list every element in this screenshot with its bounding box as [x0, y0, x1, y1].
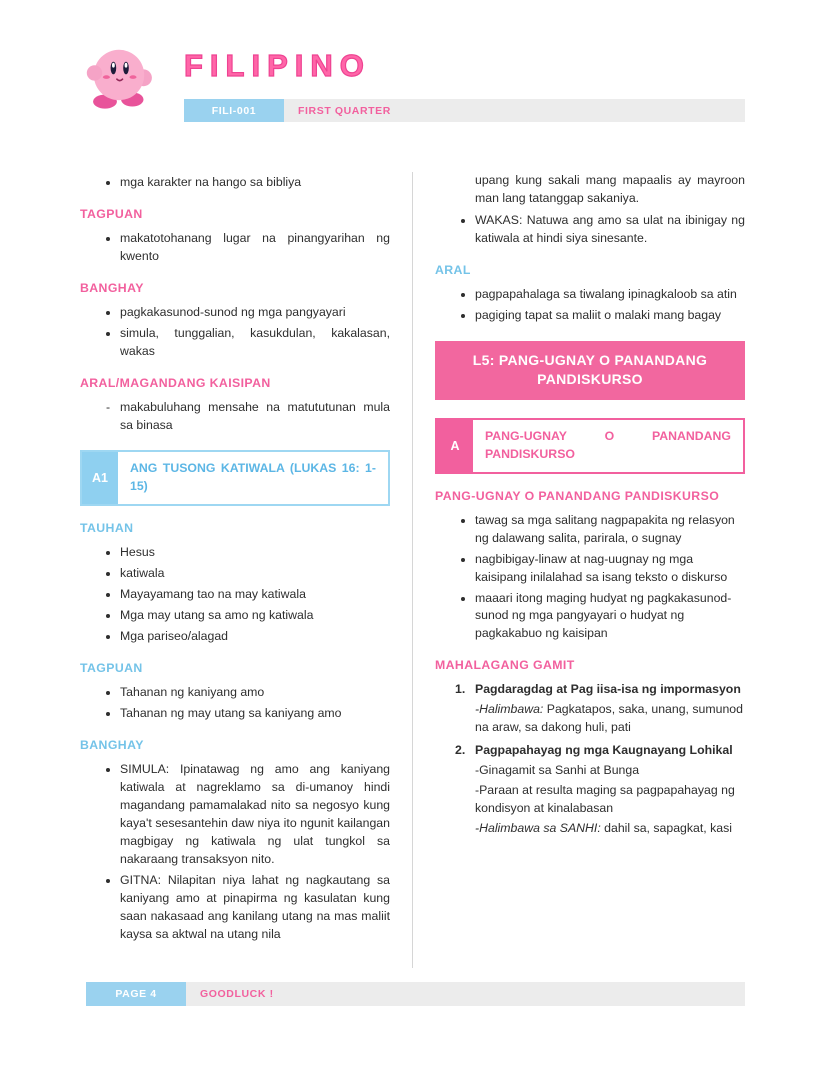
list-item: • WAKAS: Natuwa ang amo sa ulat na ibinigay ng katiwala at hindi siya sinesante. — [475, 212, 745, 248]
list-item: • maaari itong maging hudyat ng pagkakasunod-sunod ng mga pangyayari o hudyat ng pagkakabuo ng kaisipan — [475, 590, 745, 644]
column-divider — [412, 172, 413, 968]
topic-box-label: A1 — [82, 452, 118, 504]
list-item: • pagiging tapat sa maliit o malaki mang bagay — [475, 307, 745, 325]
aral-list — [435, 286, 745, 325]
line-text: -Paraan at resulta maging sa pagpapahayag ng kondisyon at kinalabasan — [475, 783, 735, 816]
footer-bar — [86, 982, 745, 1006]
item-number: 2. — [455, 743, 466, 758]
header-bar — [184, 99, 745, 122]
uses-numbered-list — [435, 681, 745, 840]
section-heading-mahalagang-gamit: MAHALAGANG GAMIT — [435, 658, 575, 673]
section-heading-banghay: BANGHAY — [80, 280, 144, 295]
continuation-paragraph: upang kung sakali mang mapaalis ay mayroon man lang tatanggap sakaniya. — [475, 173, 745, 205]
list-item: • Tahanan ng kaniyang amo — [120, 684, 390, 702]
item-body — [475, 681, 745, 739]
list-item: • Mayayamang tao na may katiwala — [120, 586, 390, 604]
left-column — [80, 172, 390, 968]
list-item: • mga karakter na hango sa bibliya — [120, 174, 390, 192]
banghay2-list — [80, 761, 390, 944]
list-item: • GITNA: Nilapitan niya lahat ng nagkautang sa kaniyang amo at pinapirma ng kasulatan kung saan nakasaad ang kanilang utang na mas maliit kaysa sa aktwal na utang nila — [120, 872, 390, 944]
item-title: Pagpapahayag ng mga Kaugnayang Lohikal — [475, 743, 733, 758]
halimbawa-text: Pagkatapos, saka, unang, sumunod na araw, sa dakong huli, pati — [475, 702, 743, 735]
kirby-icon — [84, 40, 154, 110]
list-item: • makatotohanang lugar na pinangyarihan ng kwento — [120, 230, 390, 266]
item-title: Pagdaragdag at Pag iisa-isa ng impormasyon — [475, 682, 741, 697]
list-item: • Mga may utang sa amo ng katiwala — [120, 607, 390, 625]
list-item: • katiwala — [120, 565, 390, 583]
tagpuan2-list — [80, 684, 390, 723]
lesson-banner: L5: PANG-UGNAY O PANANDANG PANDISKURSO — [435, 341, 745, 400]
quarter-label: FIRST QUARTER — [284, 99, 745, 122]
numbered-item — [455, 681, 745, 739]
topic-box-title: PANG-UGNAY O PANANDANG PANDISKURSO — [485, 428, 731, 461]
page-title: FILIPINO — [184, 48, 371, 83]
topic-box-a1 — [80, 450, 390, 506]
section-heading-tagpuan: TAGPUAN — [80, 206, 143, 221]
numbered-item — [455, 742, 745, 840]
tagpuan-list — [80, 230, 390, 266]
right-column — [435, 172, 745, 968]
section-heading-tagpuan-2: TAGPUAN — [80, 661, 143, 676]
list-item: • Tahanan ng may utang sa kaniyang amo — [120, 705, 390, 723]
tauhan-list — [80, 544, 390, 646]
content-columns — [80, 172, 745, 968]
halimbawa-text: dahil sa, sapagkat, kasi — [600, 821, 732, 836]
footer-message: GOODLUCK ! — [186, 982, 745, 1006]
wakas-list — [435, 212, 745, 248]
item-line — [475, 820, 745, 838]
list-item: • pagpapahalaga sa tiwalang ipinagkaloob sa atin — [475, 286, 745, 304]
item-line — [475, 762, 745, 780]
list-item: • Mga pariseo/alagad — [120, 628, 390, 646]
kirby-mascot-image — [84, 40, 154, 110]
list-item: • nagbibigay-linaw at nag-uugnay ng mga kaisipang inilalahad sa isang teksto o diskurso — [475, 551, 745, 587]
list-item: • Hesus — [120, 544, 390, 562]
item-body — [475, 742, 745, 840]
pang-ugnay-list — [435, 512, 745, 644]
list-item: - makabuluhang mensahe na matututunan mula sa binasa — [120, 399, 390, 435]
topic-box-a — [435, 418, 745, 474]
item-line — [475, 701, 745, 737]
line-text: -Ginagamit sa Sanhi at Bunga — [475, 763, 640, 778]
list-item: • tawag sa mga salitang nagpapakita ng relasyon ng dalawang salita, parirala, o sugnay — [475, 512, 745, 548]
list-item: • pagkakasunod-sunod ng mga pangyayari — [120, 304, 390, 322]
page-number-badge: PAGE 4 — [86, 982, 186, 1006]
halimbawa-label: -Halimbawa sa SANHI: — [475, 821, 601, 836]
course-code-badge: FILI-001 — [184, 99, 284, 122]
section-heading-aral-magandang-kaisipan: ARAL/MAGANDANG KAISIPAN — [80, 375, 271, 390]
banghay-list — [80, 304, 390, 361]
section-heading-banghay-2: BANGHAY — [80, 737, 144, 752]
item-number: 1. — [455, 682, 466, 697]
halimbawa-label: -Halimbawa: — [475, 702, 544, 717]
list-item: • simula, tunggalian, kasukdulan, kakalasan, wakas — [120, 325, 390, 361]
section-heading-aral: ARAL — [435, 262, 471, 277]
topic-box-label: A — [437, 420, 473, 472]
item-line — [475, 782, 745, 818]
section-heading-tauhan: TAUHAN — [80, 521, 134, 536]
list-item: • SIMULA: Ipinatawag ng amo ang kaniyang katiwala at nagreklamo sa di-umanoy hindi magandang pamamalakad nito sa negosyo kung kaya't sesesantehin daw niya ito ngunit kailangan magbigay ng katiwala ng ulat tungkol sa nakaraang transaksyon nito. — [120, 761, 390, 869]
section-heading-pang-ugnay: PANG-UGNAY O PANANDANG PANDISKURSO — [435, 488, 720, 503]
topic-box-title: ANG TUSONG KATIWALA (LUKAS 16: 1-15) — [130, 461, 376, 494]
aral-dash-list — [80, 399, 390, 435]
lead-bullet-list — [80, 174, 390, 192]
